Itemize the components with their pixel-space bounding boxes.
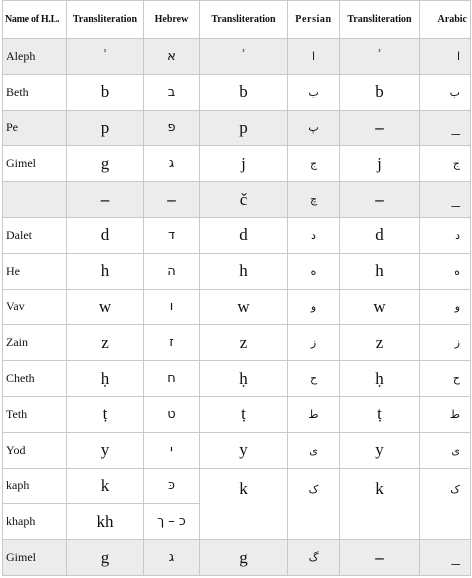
cell-transliteration: p — [200, 110, 288, 146]
header-name: Name of H.L. — [3, 1, 67, 39]
cell-transliteration: ʾ — [67, 39, 144, 75]
cell-transliteration: g — [67, 540, 144, 576]
row-name: Vav — [3, 289, 67, 325]
cell-transliteration: z — [67, 325, 144, 361]
cell-hebrew: ו — [144, 289, 200, 325]
cell-hebrew: ט — [144, 396, 200, 432]
cell-transliteration: b — [67, 74, 144, 110]
cell-transliteration: y — [67, 432, 144, 468]
cell-arabic: و — [420, 289, 471, 325]
row-name — [3, 182, 67, 218]
cell-arabic: ه — [420, 253, 471, 289]
cell-transliteration: – — [67, 182, 144, 218]
cell-arabic: _ — [420, 540, 471, 576]
row-name: Cheth — [3, 361, 67, 397]
cell-transliteration: ʾ — [340, 39, 420, 75]
cell-transliteration: h — [200, 253, 288, 289]
cell-persian: ی — [288, 432, 340, 468]
table-row — [3, 253, 471, 289]
cell-persian: پ — [288, 110, 340, 146]
cell-transliteration: j — [200, 146, 288, 182]
table-row — [3, 74, 471, 110]
cell-persian: ز — [288, 325, 340, 361]
cell-hebrew: – — [144, 182, 200, 218]
table-row — [3, 289, 471, 325]
cell-persian: ه — [288, 253, 340, 289]
cell-arabic: ک — [420, 468, 471, 540]
table-row — [3, 325, 471, 361]
cell-hebrew: ג — [144, 146, 200, 182]
header-persian: Persian — [288, 1, 340, 39]
table-row — [3, 39, 471, 75]
table-row — [3, 146, 471, 182]
cell-transliteration: b — [340, 74, 420, 110]
cell-persian: ب — [288, 74, 340, 110]
cell-transliteration: z — [200, 325, 288, 361]
row-name: Pe — [3, 110, 67, 146]
row-name: Zain — [3, 325, 67, 361]
row-name: Gimel — [3, 146, 67, 182]
cell-arabic: ا — [420, 39, 471, 75]
cell-transliteration: d — [67, 217, 144, 253]
cell-transliteration: w — [67, 289, 144, 325]
cell-transliteration: – — [340, 540, 420, 576]
cell-hebrew: ח — [144, 361, 200, 397]
cell-transliteration: p — [67, 110, 144, 146]
header-transliteration-1: Transliteration — [67, 1, 144, 39]
cell-hebrew: י — [144, 432, 200, 468]
cell-hebrew: א — [144, 39, 200, 75]
row-name: He — [3, 253, 67, 289]
cell-transliteration: k — [200, 468, 288, 540]
cell-transliteration: ḥ — [67, 361, 144, 397]
cell-hebrew: ד — [144, 217, 200, 253]
cell-persian: ح — [288, 361, 340, 397]
table-row — [3, 110, 471, 146]
cell-arabic: ب — [420, 74, 471, 110]
cell-hebrew: ה — [144, 253, 200, 289]
cell-transliteration: d — [200, 217, 288, 253]
cell-hebrew: ב — [144, 74, 200, 110]
table-row — [3, 396, 471, 432]
cell-transliteration: – — [340, 182, 420, 218]
cell-transliteration: ḥ — [340, 361, 420, 397]
cell-transliteration: k — [340, 468, 420, 540]
cell-transliteration: g — [67, 146, 144, 182]
cell-arabic: _ — [420, 182, 471, 218]
cell-persian: ط — [288, 396, 340, 432]
cell-transliteration: y — [200, 432, 288, 468]
cell-persian: د — [288, 217, 340, 253]
table-row — [3, 182, 471, 218]
cell-transliteration: j — [340, 146, 420, 182]
header-arabic: Arabic — [420, 1, 471, 39]
cell-transliteration: z — [340, 325, 420, 361]
cell-transliteration: – — [340, 110, 420, 146]
row-name: Beth — [3, 74, 67, 110]
cell-transliteration: ʾ — [200, 39, 288, 75]
cell-transliteration: h — [340, 253, 420, 289]
transliteration-table — [2, 0, 471, 576]
cell-hebrew: פ — [144, 110, 200, 146]
row-name: Gimel — [3, 540, 67, 576]
row-name: kaph — [3, 468, 67, 504]
cell-persian: ک — [288, 468, 340, 540]
cell-transliteration: ṭ — [340, 396, 420, 432]
cell-transliteration: d — [340, 217, 420, 253]
cell-transliteration: y — [340, 432, 420, 468]
cell-hebrew: כּ — [144, 468, 200, 504]
cell-hebrew: כ – ך — [144, 504, 200, 540]
cell-arabic: د — [420, 217, 471, 253]
cell-transliteration: g — [200, 540, 288, 576]
row-name: khaph — [3, 504, 67, 540]
cell-transliteration: k — [67, 468, 144, 504]
table-row — [3, 468, 471, 504]
cell-persian: چ — [288, 182, 340, 218]
cell-persian: و — [288, 289, 340, 325]
cell-arabic: ی — [420, 432, 471, 468]
header-transliteration-3: Transliteration — [340, 1, 420, 39]
cell-transliteration: ṭ — [67, 396, 144, 432]
cell-arabic: _ — [420, 110, 471, 146]
cell-transliteration: w — [340, 289, 420, 325]
row-name: Teth — [3, 396, 67, 432]
row-name: Aleph — [3, 39, 67, 75]
cell-persian: گ — [288, 540, 340, 576]
cell-transliteration: ṭ — [200, 396, 288, 432]
cell-hebrew: ז — [144, 325, 200, 361]
cell-transliteration: h — [67, 253, 144, 289]
table-row — [3, 217, 471, 253]
cell-arabic: ج — [420, 146, 471, 182]
cell-arabic: ح — [420, 361, 471, 397]
cell-transliteration: w — [200, 289, 288, 325]
header-transliteration-2: Transliteration — [200, 1, 288, 39]
cell-hebrew: ג — [144, 540, 200, 576]
table-row — [3, 540, 471, 576]
header-row — [3, 1, 471, 39]
table-row — [3, 432, 471, 468]
cell-persian: ا — [288, 39, 340, 75]
cell-arabic: ط — [420, 396, 471, 432]
cell-transliteration: ḥ — [200, 361, 288, 397]
cell-transliteration: kh — [67, 504, 144, 540]
cell-persian: ج — [288, 146, 340, 182]
cell-transliteration: č — [200, 182, 288, 218]
row-name: Yod — [3, 432, 67, 468]
table-row — [3, 361, 471, 397]
header-hebrew: Hebrew — [144, 1, 200, 39]
cell-arabic: ز — [420, 325, 471, 361]
cell-transliteration: b — [200, 74, 288, 110]
row-name: Dalet — [3, 217, 67, 253]
